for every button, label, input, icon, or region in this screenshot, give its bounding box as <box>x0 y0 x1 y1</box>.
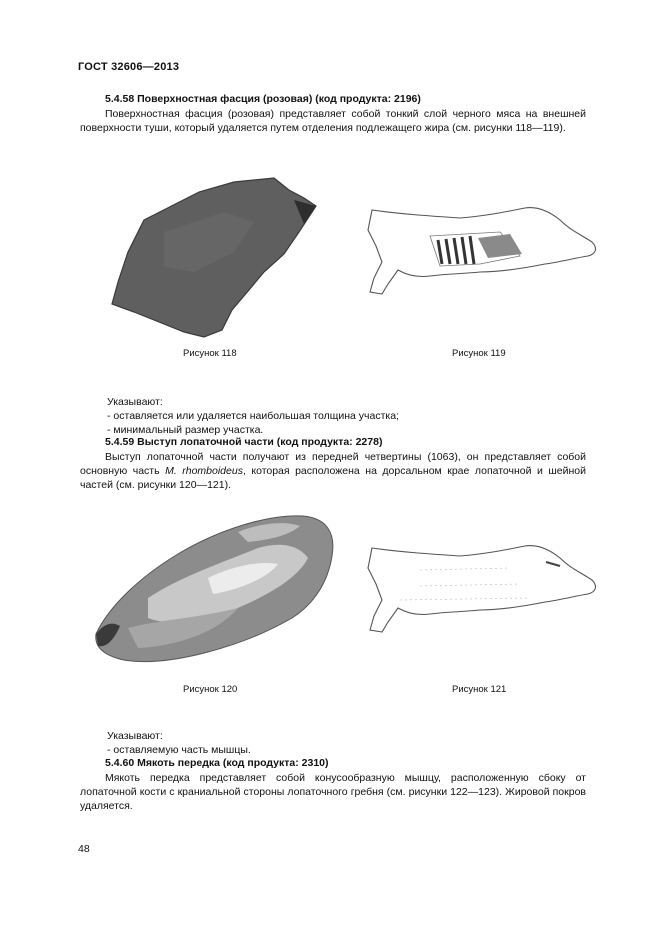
section-60-heading: 5.4.60 Мякоть передка (код продукта: 2310) <box>105 757 329 769</box>
section-58-paragraph <box>80 107 586 135</box>
section-60-paragraph <box>80 771 586 813</box>
figure-121-caption: Рисунок 121 <box>452 684 507 695</box>
document-header: ГОСТ 32606—2013 <box>78 61 180 73</box>
notes-58-intro: Указывают: <box>107 396 163 408</box>
figure-120-caption: Рисунок 120 <box>183 684 238 695</box>
notes-58-item-2: - минимальный размер участка. <box>107 424 264 436</box>
section-59-heading: 5.4.59 Выступ лопаточной части (код продукта: 2278) <box>105 436 383 448</box>
section-60-text: Мякоть передка представляет собой конусообразную мышцу, расположенную сбоку от лопаточной кости с краниальной стороны лопаточного гребня (см. рисунки 122—123). Жировой покров удаляется. <box>80 772 586 812</box>
figure-120-image <box>88 508 340 670</box>
section-59-paragraph <box>80 450 586 492</box>
figure-118-caption: Рисунок 118 <box>183 348 237 359</box>
figure-119-image <box>360 202 600 298</box>
notes-58-item-1: - оставляется или удаляется наибольшая толщина участка; <box>107 410 399 422</box>
figure-121-image <box>360 540 600 636</box>
notes-59-item-1: - оставляемую часть мышцы. <box>107 744 251 756</box>
section-59-text: Выступ лопаточной части получают из передней четвертины (1063), он представляет собой основную часть M. rhomboideus, которая расположена на дорсальном крае лопаточной и шейной частей (см. рисунки 120—121). <box>80 451 587 491</box>
section-58-heading: 5.4.58 Поверхностная фасция (розовая) (код продукта: 2196) <box>105 93 421 105</box>
figure-119-caption: Рисунок 119 <box>452 348 506 359</box>
muscle-name: M. rhomboideus <box>165 465 243 477</box>
page-number: 48 <box>78 843 90 855</box>
figure-118-image <box>104 172 324 352</box>
section-58-text: Поверхностная фасция (розовая) представляет собой тонкий слой черного мяса на внешней поверхности туши, который удаляется путем отделения подлежащего жира (см. рисунки 118—119). <box>80 108 586 134</box>
notes-59-intro: Указывают: <box>107 730 163 742</box>
